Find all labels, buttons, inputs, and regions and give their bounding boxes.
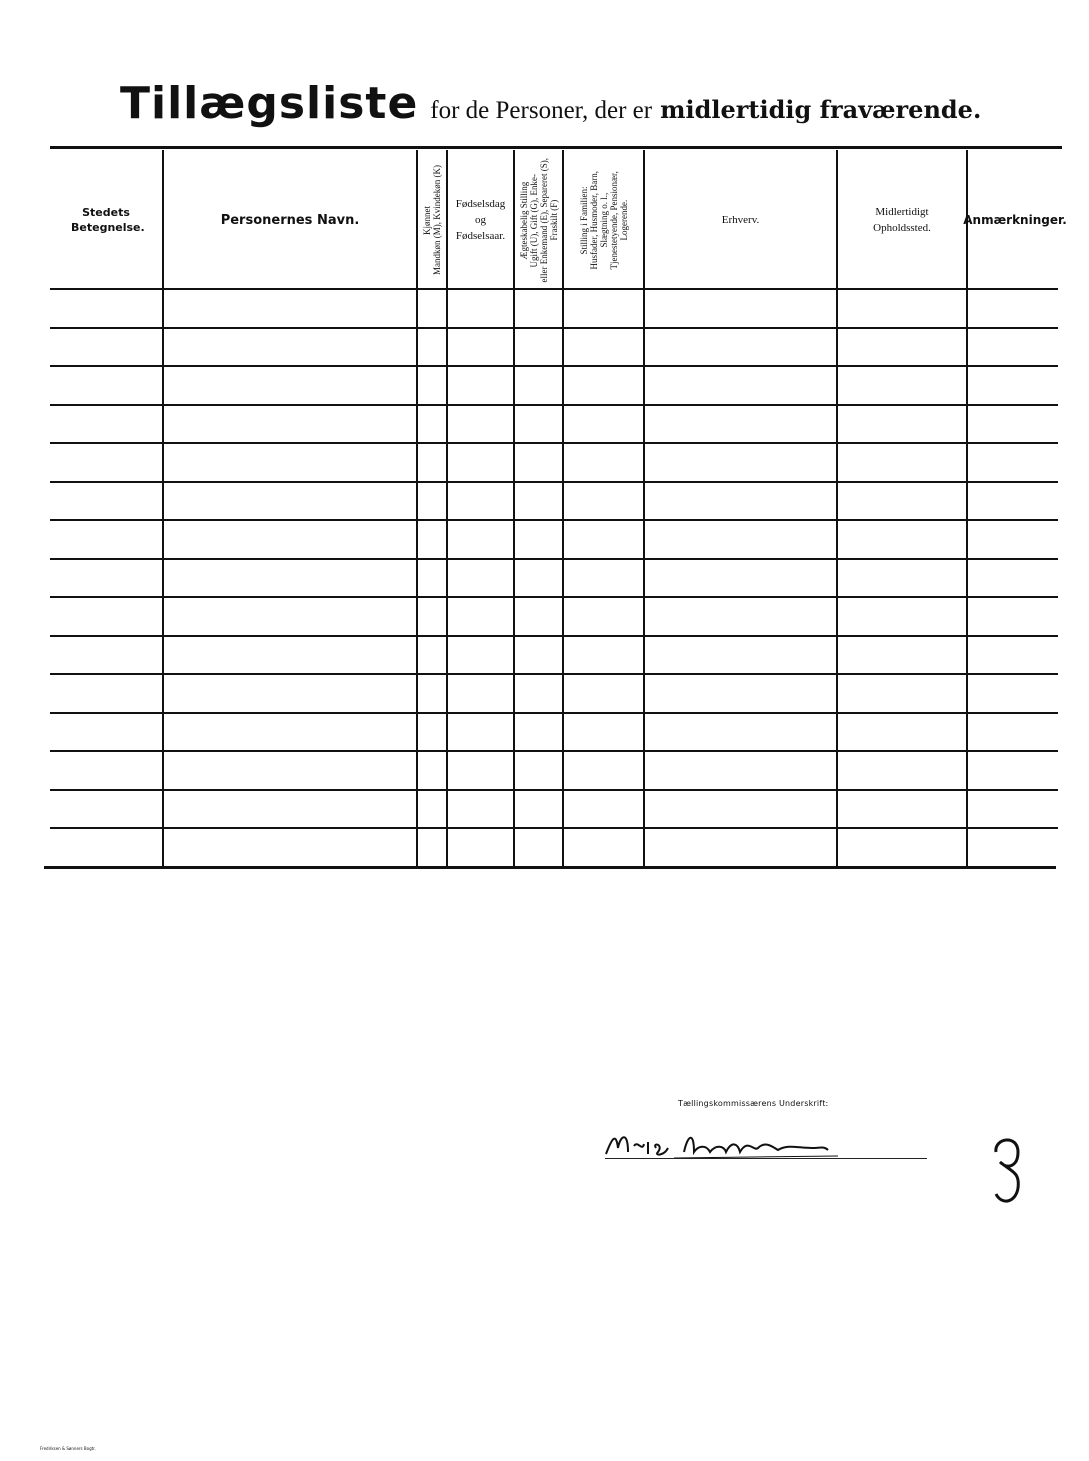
header-familie-line2: Husfader, Husmoder, Barn, [588,170,599,270]
header-opholdssted-line1: Midlertidigt [875,206,929,218]
header-opholdssted [838,152,966,288]
title-middle: for de Personer, der er [430,97,653,124]
page-number-handwriting [982,1132,1032,1212]
header-erhverv-label: Erhverv. [721,214,760,226]
header-opholdssted-line2: Opholdssted. [873,222,931,234]
header-kjon-line1: Kjønnet [422,205,432,235]
header-fodsel-line2: og [475,214,486,226]
table-row-line [50,365,1058,367]
printer-imprint: Fredriksen & Sønners Bogtr. [40,1446,96,1451]
title-bold: midlertidig fraværende. [660,95,982,124]
header-kjon [418,152,446,288]
form-title [120,78,1020,134]
title-main: Tillægsliste [120,78,419,129]
header-fodsel-line1: Fødselsdag [455,198,506,210]
header-anmaerkninger [963,152,1067,288]
header-kjon-line2: Mandkøn (M), Kvindekøn (K) [432,165,442,275]
header-aegteskab-line1: Ægteskabelig Stilling [518,181,529,259]
header-familie-line5: Logerende. [618,199,629,241]
header-navn-label: Personernes Navn. [220,212,360,228]
table-row-line [50,712,1058,714]
table-row-line [50,827,1058,829]
header-familie [564,152,643,288]
header-bottom-line [50,288,1058,290]
table-row-line [50,519,1058,521]
table-row-line [50,789,1058,791]
signature-handwriting [598,1118,858,1168]
header-stedets [50,152,162,288]
census-table [50,146,1067,870]
header-familie-line4: Tjenestetyende, Pensionær, [608,170,619,270]
header-fodsel [448,152,513,288]
table-row-line [50,673,1058,675]
header-aegteskab-line2: Ugift (U), Gift (G), Enke- [528,173,539,267]
signature-label: Tællingskommissærens Underskrift: [678,1099,829,1108]
table-row-line [50,327,1058,329]
table-row-line [50,558,1058,560]
table-row-line [50,442,1058,444]
header-aegteskab-line3: eller Enkemand (E), Separeret (S), [538,157,549,283]
table-row-line [50,404,1058,406]
header-anmaerkninger-label: Anmærkninger. [963,213,1067,227]
header-fodsel-line3: Fødselsaar. [455,230,506,242]
table-row-line [50,596,1058,598]
header-navn [164,152,416,288]
header-familie-line1: Stilling i Familien: [578,185,589,254]
header-stedets-label: Stedets Betegnelse. [71,206,145,234]
header-aegteskab [515,152,562,288]
table-bottom-rule [44,866,1056,869]
table-row-line [50,635,1058,637]
header-aegteskab-line4: Fraskilt (F) [548,199,559,241]
table-row-line [50,481,1058,483]
header-erhverv [645,152,836,288]
table-top-rule [50,146,1062,149]
signature-line [605,1158,927,1159]
table-row-line [50,750,1058,752]
header-familie-line3: Slægtning o. l., [598,192,609,248]
